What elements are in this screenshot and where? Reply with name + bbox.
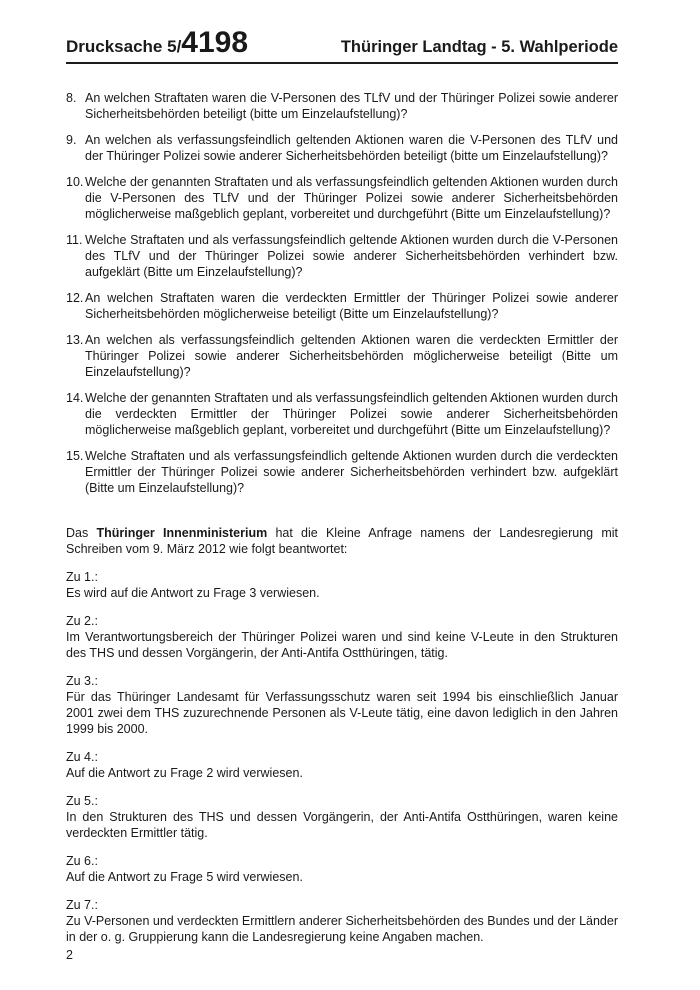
- question-number: 8.: [66, 91, 77, 105]
- question-item: [66, 290, 618, 322]
- answer-heading: Zu 5.:: [66, 794, 98, 808]
- intro-before: Das: [66, 526, 97, 540]
- answer-item: [66, 853, 618, 885]
- answer-item: [66, 749, 618, 781]
- question-number: 9.: [66, 133, 77, 147]
- answer-item: [66, 613, 618, 661]
- answer-item: [66, 569, 618, 601]
- question-text: Welche Straftaten und als verfassungsfeindlich geltende Aktionen wurden durch die verdeckten Ermittler der Thüringer Polizei sowie anderer Sicherheitsbehörden verhindert bzw. aufgeklärt (Bitte um Einzelaufstellung)?: [85, 449, 618, 495]
- answer-text: Für das Thüringer Landesamt für Verfassungsschutz waren seit 1994 bis einschließlich Januar 2001 zwei dem THS zuzurechnende Personen als V-Leute tätig, eine davon lediglich in den Jahren 1999 bis 2000.: [66, 690, 618, 736]
- answer-text: Auf die Antwort zu Frage 2 wird verwiesen.: [66, 766, 303, 780]
- answer-heading: Zu 7.:: [66, 898, 98, 912]
- question-number: 13.: [66, 333, 84, 347]
- question-item: [66, 132, 618, 164]
- question-number: 10.: [66, 175, 84, 189]
- answer-text: In den Strukturen des THS und dessen Vorgängerin, der Anti-Antifa Ostthüringen, waren keine verdeckten Ermittler tätig.: [66, 810, 618, 840]
- page-header: [66, 28, 618, 64]
- intro-after: hat die Kleine Anfrage namens der Landesregierung mit Schreiben vom 9. März 2012 wie folgt beantwortet:: [66, 526, 618, 556]
- question-item: [66, 448, 618, 496]
- question-number: 12.: [66, 291, 84, 305]
- document-number-value: 4198: [181, 26, 249, 59]
- question-text: An welchen als verfassungsfeindlich geltenden Aktionen waren die V-Personen des TLfV und der Thüringer Polizei sowie anderer Sicherheitsbehörden beteiligt (bitte um Einzelaufstellung)?: [85, 133, 618, 163]
- answer-heading: Zu 3.:: [66, 674, 98, 688]
- answer-text: Es wird auf die Antwort zu Frage 3 verwiesen.: [66, 586, 320, 600]
- question-text: Welche Straftaten und als verfassungsfeindlich geltende Aktionen wurden durch die V-Personen des TLfV und der Thüringer Polizei sowie anderer Sicherheitsbehörden verhindert bzw. aufgeklärt (Bitte um Einzelaufstellung)?: [85, 233, 618, 279]
- answer-heading: Zu 1.:: [66, 570, 98, 584]
- question-text: An welchen Straftaten waren die V-Personen des TLfV und der Thüringer Polizei sowie anderer Sicherheitsbehörden beteiligt (bitte um Einzelaufstellung)?: [85, 91, 618, 121]
- question-text: Welche der genannten Straftaten und als verfassungsfeindlich geltenden Aktionen wurden durch die verdeckten Ermittler der Thüringer Polizei sowie anderer Sicherheitsbehörden möglicherweise maßgeblich geplant, vorbereitet und durchgeführt (Bitte um Einzelaufstellung)?: [85, 391, 618, 437]
- question-item: [66, 174, 618, 222]
- question-item: [66, 90, 618, 122]
- answer-heading: Zu 4.:: [66, 750, 98, 764]
- question-number: 14.: [66, 391, 84, 405]
- question-text: Welche der genannten Straftaten und als verfassungsfeindlich geltenden Aktionen wurden durch die V-Personen des TLfV und der Thüringer Polizei sowie anderer Sicherheitsbehörden möglicherweise maßgeblich geplant, vorbereitet und durchgeführt (Bitte um Einzelaufstellung)?: [85, 175, 618, 221]
- document-body: [66, 90, 618, 957]
- question-number: 15.: [66, 449, 84, 463]
- answer-text: Auf die Antwort zu Frage 5 wird verwiesen.: [66, 870, 303, 884]
- question-item: [66, 332, 618, 380]
- answer-item: [66, 897, 618, 945]
- answer-heading: Zu 2.:: [66, 614, 98, 628]
- answer-text: Zu V-Personen und verdeckten Ermittlern anderer Sicherheitsbehörden des Bundes und der Länder in der o. g. Gruppierung kann die Landesregierung keine Angaben machen.: [66, 914, 618, 944]
- question-number: 11.: [66, 233, 83, 247]
- question-text: An welchen als verfassungsfeindlich geltenden Aktionen waren die verdeckten Ermittler der Thüringer Polizei sowie anderer Sicherheitsbehörden möglicherweise beteiligt (Bitte um Einzelaufstellung)?: [85, 333, 618, 379]
- answer-item: [66, 673, 618, 737]
- document-number: [66, 28, 248, 58]
- question-text: An welchen Straftaten waren die verdeckten Ermittler der Thüringer Polizei sowie anderer Sicherheitsbehörden möglicherweise beteiligt (Bitte um Einzelaufstellung)?: [85, 291, 618, 321]
- question-item: [66, 232, 618, 280]
- parliament-title: Thüringer Landtag - 5. Wahlperiode: [340, 38, 618, 56]
- page-number: 2: [66, 948, 73, 962]
- answer-text: Im Verantwortungsbereich der Thüringer Polizei waren und sind keine V-Leute in den Strukturen des THS und dessen Vorgängerin, der Anti-Antifa Ostthüringen, tätig.: [66, 630, 618, 660]
- answer-intro: [66, 525, 618, 557]
- answer-heading: Zu 6.:: [66, 854, 98, 868]
- answer-item: [66, 793, 618, 841]
- question-item: [66, 390, 618, 438]
- document-prefix: Drucksache 5/: [66, 37, 182, 56]
- ministry-name: Thüringer Innenministerium: [96, 526, 268, 540]
